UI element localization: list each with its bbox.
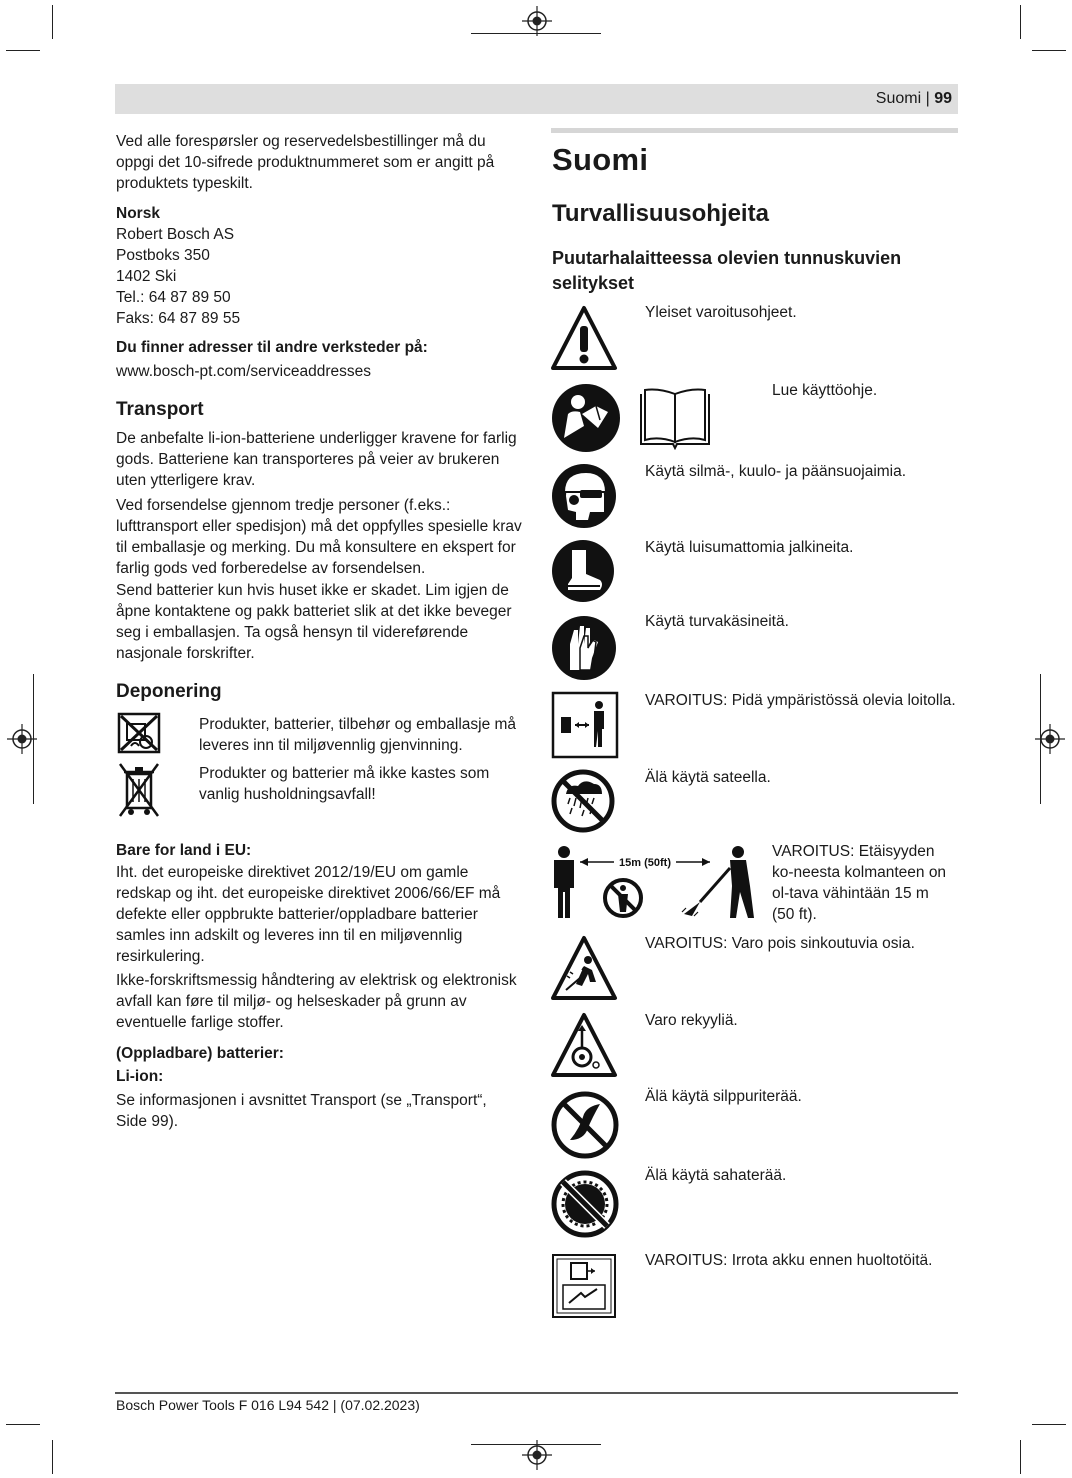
deponering-item-text: Produkter, batterier, tilbehør og emballasje må leveres inn til miljøvennlig gjenvinning. bbox=[199, 716, 517, 754]
distance-warning-icon bbox=[550, 842, 760, 922]
crop-mark bbox=[52, 1440, 53, 1474]
symbols-heading: Puutarhalaitteessa olevien tunnuskuvien selitykset bbox=[552, 248, 902, 293]
no-chopper-blade-icon bbox=[550, 1090, 620, 1160]
address-line: Robert Bosch AS bbox=[116, 226, 235, 243]
registration-mark-icon bbox=[1035, 724, 1065, 754]
fax-line: Faks: 64 87 89 55 bbox=[116, 310, 241, 327]
symbol-text: Älä käytä sateella. bbox=[645, 769, 771, 786]
symbol-text: Käytä turvakäsineitä. bbox=[645, 613, 789, 630]
symbol-text: Yleiset varoitusohjeet. bbox=[645, 304, 797, 321]
warning-triangle-icon bbox=[550, 304, 618, 372]
safety-gloves-icon bbox=[550, 614, 618, 682]
eu-heading: Bare for land i EU: bbox=[116, 842, 252, 859]
safety-boots-icon bbox=[550, 538, 616, 604]
workshops-link[interactable]: www.bosch-pt.com/serviceaddresses bbox=[116, 363, 371, 380]
deponering-item-text: Produkter og batterier må ikke kastes som vanlig husholdningsavfall! bbox=[199, 765, 490, 803]
crop-mark bbox=[6, 1424, 40, 1425]
page-header: Suomi | 99 bbox=[875, 90, 952, 107]
transport-paragraph: Ved forsendelse gjennom tredje personer (f.eks.: lufttransport eller spedisjon) må det oppfylles spesielle krav til emballasje og merking. Du må konsultere en ekspert for farlig gods ved forberedelse av forsendelsen. bbox=[116, 497, 522, 577]
batteries-text: Se informasjonen i avsnittet Transport (se „Transport“, Side 99). bbox=[116, 1092, 487, 1130]
symbol-text: Lue käyttöohje. bbox=[772, 382, 878, 399]
read-manual-icon bbox=[550, 382, 622, 454]
symbol-text: VAROITUS: Etäisyyden ko-neesta kolmanteen on ol-tava vähintään 15 m (50 ft). bbox=[772, 843, 947, 923]
crop-mark bbox=[1032, 50, 1066, 51]
symbol-text: Älä käytä silppuriterää. bbox=[645, 1088, 802, 1105]
page-number: 99 bbox=[934, 90, 952, 107]
symbol-text: VAROITUS: Irrota akku ennen huoltotöitä. bbox=[645, 1252, 933, 1269]
norsk-title: Norsk bbox=[116, 205, 160, 222]
header-section: Suomi bbox=[875, 90, 922, 107]
no-saw-blade-icon bbox=[550, 1169, 620, 1239]
symbol-text: Varo rekyyliä. bbox=[645, 1012, 738, 1029]
no-rain-icon bbox=[550, 768, 616, 834]
distance-label: 15m (50ft) bbox=[619, 857, 671, 869]
eu-paragraph: Ikke-forskriftsmessig håndtering av elektrisk og elektronisk avfall kan føre til miljø- og helseskader på grunn av eventuelle farlige stoffer. bbox=[116, 972, 517, 1031]
safety-title: Turvallisuusohjeita bbox=[552, 200, 769, 227]
crop-mark bbox=[52, 5, 53, 39]
book-icon bbox=[637, 386, 713, 450]
batteries-heading: (Oppladbare) batterier: bbox=[116, 1045, 284, 1062]
transport-heading: Transport bbox=[116, 399, 204, 420]
phone-line: Tel.: 64 87 89 50 bbox=[116, 289, 231, 306]
symbol-text: Käytä silmä-, kuulo- ja päänsuojaimia. bbox=[645, 463, 907, 480]
registration-mark-icon bbox=[7, 724, 37, 754]
crossed-bin-icon bbox=[117, 760, 161, 820]
symbol-text: Käytä luisumattomia jalkineita. bbox=[645, 539, 854, 556]
header-bar bbox=[115, 84, 958, 114]
address-line: Postboks 350 bbox=[116, 247, 210, 264]
batteries-subheading: Li-ion: bbox=[116, 1068, 164, 1085]
keep-bystanders-away-icon bbox=[551, 691, 619, 759]
symbol-text: VAROITUS: Pidä ympäristössä olevia loitolla. bbox=[645, 692, 956, 709]
intro-text: Ved alle forespørsler og reservedelsbestillinger må du oppgi det 10-sifrede produktnummeret som er angitt på produktets typeskilt. bbox=[116, 133, 495, 192]
symbol-text: Älä käytä sahaterää. bbox=[645, 1167, 787, 1184]
crop-mark bbox=[1020, 5, 1021, 39]
transport-paragraph: De anbefalte li-ion-batteriene underligger kravene for farlig gods. Batteriene kan transporteres på veier av brukeren uten ytterligere krav. bbox=[116, 430, 517, 489]
norsk-address bbox=[116, 203, 526, 329]
transport-paragraph: Send batterier kun hvis huset ikke er skadet. Lim igjen de åpne kontaktene og pakk batteriet slik at det ikke beveger seg i emballasjen. Ta også hensyn til videreførende nasjonale forskrifter. bbox=[116, 582, 512, 662]
deponering-heading: Deponering bbox=[116, 681, 222, 702]
registration-mark-icon bbox=[522, 6, 552, 36]
recycling-no-icon bbox=[117, 712, 161, 754]
language-title: Suomi bbox=[552, 142, 649, 177]
thrown-objects-warning-icon bbox=[550, 934, 618, 1002]
remove-battery-icon bbox=[551, 1253, 617, 1319]
footer-text: Bosch Power Tools F 016 L94 542 | (07.02.2023) bbox=[116, 1397, 420, 1413]
symbol-text: VAROITUS: Varo pois sinkoutuvia osia. bbox=[645, 935, 915, 952]
crop-mark bbox=[1020, 1440, 1021, 1474]
footer-rule bbox=[115, 1392, 958, 1394]
section-rule bbox=[551, 128, 958, 133]
crop-mark bbox=[6, 50, 40, 51]
registration-mark-icon bbox=[522, 1440, 552, 1470]
eu-paragraph: Iht. det europeiske direktivet 2012/19/EU om gamle redskap og iht. det europeiske direktivet 2006/66/EF må defekte eller oppbrukte batterier/oppladbare batterier samles inn adskilt og leveres inn til en miljøvennlig resirkulering. bbox=[116, 864, 501, 965]
address-line: 1402 Ski bbox=[116, 268, 177, 285]
crop-mark bbox=[1032, 1424, 1066, 1425]
kickback-warning-icon bbox=[550, 1011, 618, 1079]
head-protection-icon bbox=[550, 462, 618, 530]
workshops-title: Du finner adresser til andre verksteder på: bbox=[116, 339, 428, 356]
